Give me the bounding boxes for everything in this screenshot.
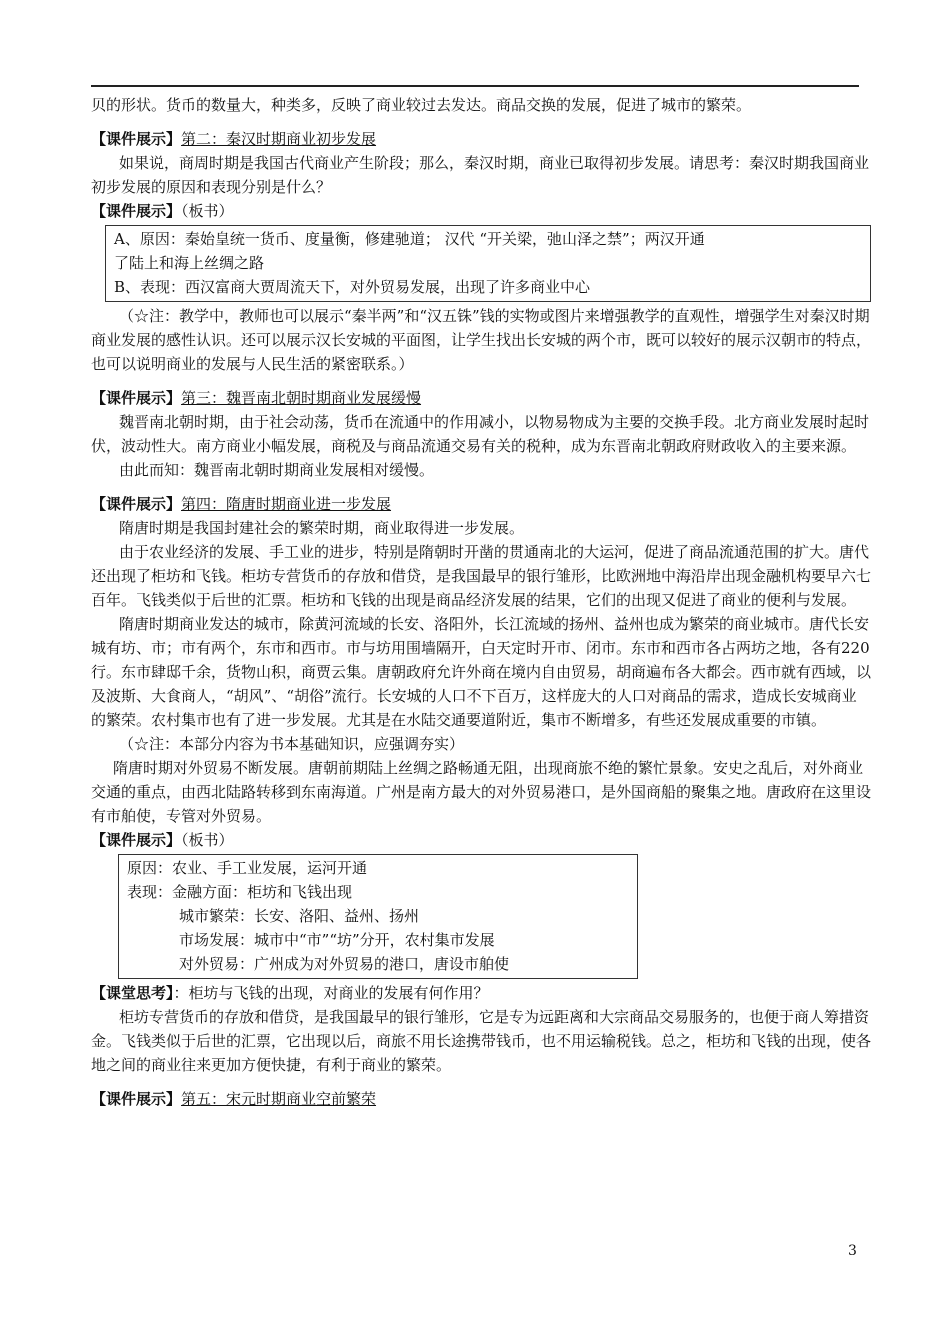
document-body — [91, 93, 871, 1111]
section-title: 第四：隋唐时期商业进一步发展 — [181, 495, 392, 513]
section-title: 第二：秦汉时期商业初步发展 — [181, 130, 377, 148]
paragraph: 隋唐时期对外贸易不断发展。唐朝前期陆上丝绸之路畅通无阻，出现商旅不绝的繁忙景象。安史之乱后，对外商业交通的重点，由西北陆路转移到东南海道。广州是南方最大的对外贸易港口，是外国商船的聚集之地。唐政府在这里设有市舶使，专管对外贸易。 — [91, 759, 872, 825]
board-label: （板书） — [181, 202, 234, 220]
board-line: 对外贸易：广州成为对外贸易的港口，唐设市舶使 — [179, 955, 510, 973]
section-tag: 【课件展示】 — [91, 130, 182, 148]
board-box-sui-tang — [118, 854, 638, 979]
section-tag: 【课件展示】 — [91, 389, 182, 407]
header-rule — [91, 85, 859, 87]
paragraph: 由于农业经济的发展、手工业的进步，特别是隋朝时开凿的贯通南北的大运河，促进了商品流通范围的扩大。唐代还出现了柜坊和飞钱。柜坊专营货币的存放和借贷，是我国最早的银行雏形，比欧洲地中海沿岸出现金融机构要早六七百年。飞钱类似于后世的汇票。柜坊和飞钱的出现是商品经济发展的结果，它们的出现又促进了商业的便利与发展。 — [91, 543, 872, 609]
paragraph: 由此而知：魏晋南北朝时期商业发展相对缓慢。 — [119, 461, 435, 479]
think-heading — [91, 981, 871, 1005]
section-title: 第三：魏晋南北朝时期商业发展缓慢 — [181, 389, 422, 407]
board-tag: 【课件展示】 — [91, 831, 182, 849]
section-heading-wei-jin — [91, 386, 871, 410]
page-number: 3 — [848, 1243, 857, 1259]
think-question: ：柜坊与飞钱的出现，对商业的发展有何作用？ — [173, 984, 489, 1002]
section-heading-sui-tang — [91, 492, 871, 516]
board-tag: 【课件展示】 — [91, 202, 182, 220]
board-heading — [91, 199, 871, 223]
board-line: 原因：农业、手工业发展，运河开通 — [127, 859, 368, 877]
paragraph: 魏晋南北朝时期，由于社会动荡，货币在流通中的作用减小，以物易物成为主要的交换手段。北方商业发展时起时伏，波动性大。南方商业小幅发展，商税及与商品流通交易有关的税种，成为东晋南北朝政府财政收入的主要来源。 — [91, 413, 870, 455]
board-line: 表现：金融方面：柜坊和飞钱出现 — [127, 883, 353, 901]
section-tag: 【课件展示】 — [91, 1090, 182, 1108]
section-tag: 【课件展示】 — [91, 495, 182, 513]
board-heading — [91, 828, 871, 852]
board-line: B、表现：西汉富商大贾周流天下，对外贸易发展，出现了许多商业中心 — [114, 278, 591, 296]
section-title: 第五：宋元时期商业空前繁荣 — [181, 1090, 377, 1108]
paragraph: 隋唐时期商业发达的城市，除黄河流域的长安、洛阳外，长江流域的扬州、益州也成为繁荣的商业城市。唐代长安城有坊、市；市有两个，东市和西市。市与坊用围墙隔开，白天定时开市、闭市。东市和西市各占两坊之地，各有220行。东市肆邸千余，货物山积，商贾云集。唐朝政府允许外商在境内自由贸易，胡商遍布各大都会。西市就有西域，以及波斯、大食商人，“胡风”、“胡俗”流行。长安城的人口不下百万，这样庞大的人口对商品的需求，造成长安城商业的繁荣。农村集市也有了进一步发展。尤其是在水陆交通要道附近，集市不断增多，有些还发展成重要的市镇。 — [91, 615, 872, 729]
board-box-qin-han — [105, 225, 871, 302]
think-answer: 柜坊专营货币的存放和借贷，是我国最早的银行雏形，它是专为远距离和大宗商品交易服务的，也便于商人筹措资金。飞钱类似于后世的汇票，它出现以后，商旅不用长途携带钱币，也不用运输税钱。总之，柜坊和飞钱的出现，使各地之间的商业往来更加方便快捷，有利于商业的繁荣。 — [91, 1008, 872, 1074]
board-label: （板书） — [181, 831, 234, 849]
teaching-note: （☆注：本部分内容为书本基础知识，应强调夯实） — [119, 735, 465, 753]
board-line: 了陆上和海上丝绸之路 — [114, 254, 265, 272]
section-heading-qin-han — [91, 127, 871, 151]
board-line: 市场发展：城市中“市”“坊”分开，农村集市发展 — [179, 931, 495, 949]
intro-line: 贝的形状。货币的数量大，种类多，反映了商业较过去发达。商品交换的发展，促进了城市的繁荣。 — [91, 96, 752, 114]
teaching-note: （☆注：教学中，教师也可以展示“秦半两”和“汉五铢”钱的实物或图片来增强教学的直观性，增强学生对秦汉时期商业发展的感性认识。还可以展示汉长安城的平面图，让学生找出长安城的两个市，既可以较好的展示汉朝市的特点，也可以说明商业的发展与人民生活的紧密联系。） — [91, 307, 872, 373]
board-line: 城市繁荣：长安、洛阳、益州、扬州 — [179, 907, 420, 925]
section-heading-song-yuan — [91, 1087, 871, 1111]
paragraph: 隋唐时期是我国封建社会的繁荣时期，商业取得进一步发展。 — [119, 519, 525, 537]
think-tag: 【课堂思考】 — [91, 984, 174, 1002]
board-line: A、原因：秦始皇统一货币、度量衡，修建驰道； 汉代 “开关梁，弛山泽之禁”；两汉开通 — [114, 230, 705, 248]
paragraph: 如果说，商周时期是我国古代商业产生阶段；那么，秦汉时期，商业已取得初步发展。请思考：秦汉时期我国商业初步发展的原因和表现分别是什么？ — [91, 154, 870, 196]
